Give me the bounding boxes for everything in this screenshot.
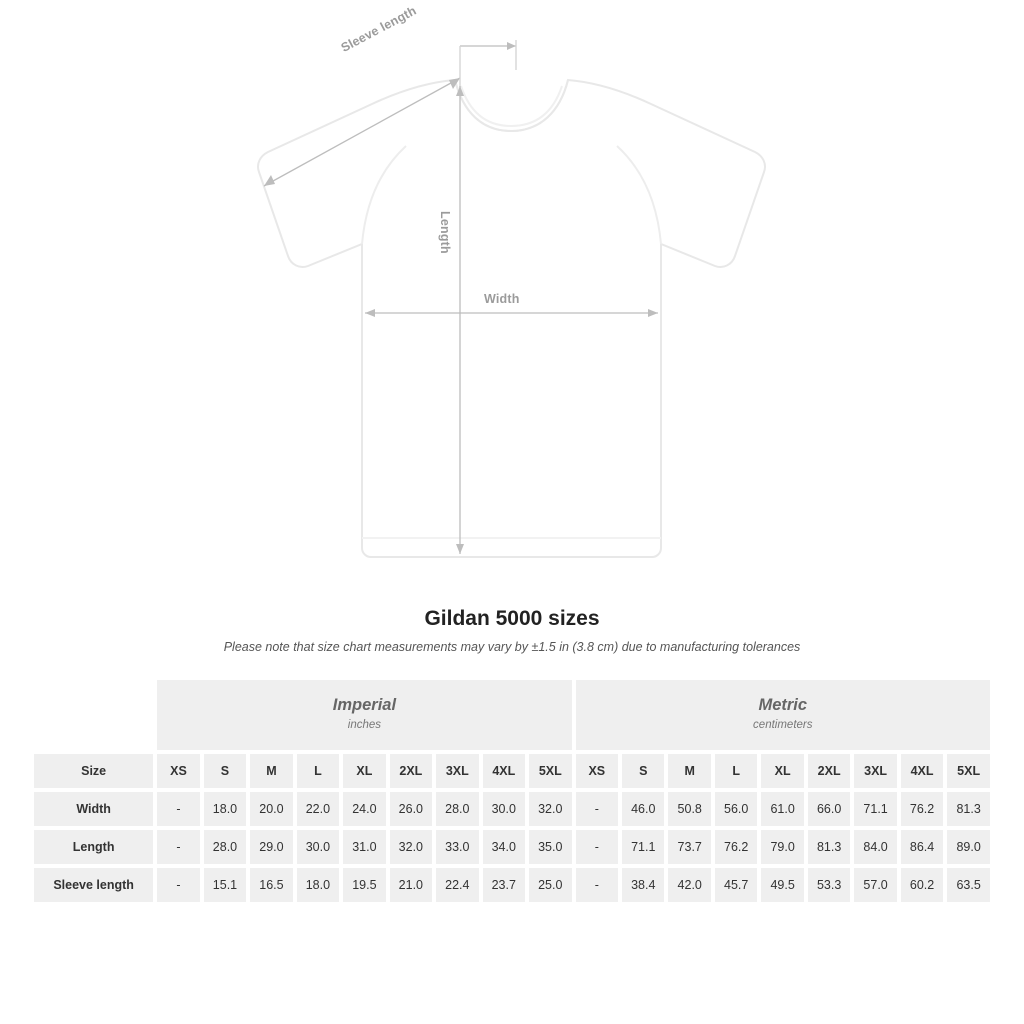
tolerance-note: Please note that size chart measurements may vary by ±1.5 in (3.8 cm) due to manufacturing tolerances — [223, 640, 801, 654]
table-header-metric-l: L — [713, 752, 759, 790]
cell-length-imperial-3xl: 33.0 — [434, 828, 480, 866]
cell-width-imperial-3xl: 28.0 — [434, 790, 480, 828]
size-table — [32, 678, 992, 904]
cell-width-metric-4xl: 76.2 — [899, 790, 945, 828]
table-header-metric-xs: XS — [574, 752, 620, 790]
unit-group-imperial-sub: inches — [347, 719, 382, 732]
cell-length-imperial-s: 28.0 — [202, 828, 248, 866]
table-header-imperial-3xl: 3XL — [434, 752, 480, 790]
sleeve-length-dimension-label: Sleeve length — [336, 2, 421, 56]
size-table-wrapper — [32, 678, 992, 904]
cell-length-imperial-m: 29.0 — [248, 828, 294, 866]
table-row-length — [32, 828, 992, 866]
cell-length-metric-5xl: 89.0 — [945, 828, 992, 866]
table-header-imperial-4xl: 4XL — [481, 752, 527, 790]
cell-length-imperial-xs: - — [155, 828, 201, 866]
table-header-imperial-l: L — [295, 752, 341, 790]
cell-width-imperial-xs: - — [155, 790, 201, 828]
row-label-sleeve-length: Sleeve length — [32, 866, 155, 904]
unit-group-imperial-name: Imperial — [332, 696, 397, 715]
cell-sleeve-imperial-2xl: 21.0 — [388, 866, 434, 904]
cell-length-metric-3xl: 84.0 — [852, 828, 898, 866]
table-header-imperial-s: S — [202, 752, 248, 790]
cell-sleeve-metric-3xl: 57.0 — [852, 866, 898, 904]
table-header-metric-3xl: 3XL — [852, 752, 898, 790]
table-corner-cell — [32, 678, 155, 752]
cell-sleeve-metric-2xl: 53.3 — [806, 866, 852, 904]
cell-width-imperial-xl: 24.0 — [341, 790, 387, 828]
length-dimension-label: Length — [438, 208, 452, 257]
width-dimension-label: Width — [481, 292, 523, 306]
cell-sleeve-metric-4xl: 60.2 — [899, 866, 945, 904]
cell-length-metric-4xl: 86.4 — [899, 828, 945, 866]
row-label-width: Width — [32, 790, 155, 828]
table-header-imperial-5xl: 5XL — [527, 752, 574, 790]
table-row-unit-headers — [32, 678, 992, 752]
title-block — [0, 607, 1024, 654]
page-title: Gildan 5000 sizes — [424, 607, 600, 630]
table-header-metric-xl: XL — [759, 752, 805, 790]
table-header-metric-4xl: 4XL — [899, 752, 945, 790]
cell-width-imperial-5xl: 32.0 — [527, 790, 574, 828]
unit-group-metric — [574, 678, 992, 752]
cell-width-metric-2xl: 66.0 — [806, 790, 852, 828]
cell-width-metric-m: 50.8 — [666, 790, 712, 828]
cell-sleeve-metric-l: 45.7 — [713, 866, 759, 904]
cell-length-imperial-xl: 31.0 — [341, 828, 387, 866]
cell-length-imperial-4xl: 34.0 — [481, 828, 527, 866]
cell-width-metric-s: 46.0 — [620, 790, 666, 828]
cell-length-metric-xs: - — [574, 828, 620, 866]
cell-length-metric-l: 76.2 — [713, 828, 759, 866]
row-label-length: Length — [32, 828, 155, 866]
cell-length-metric-s: 71.1 — [620, 828, 666, 866]
tshirt-shape — [258, 80, 765, 557]
cell-width-imperial-2xl: 26.0 — [388, 790, 434, 828]
table-header-imperial-xl: XL — [341, 752, 387, 790]
cell-width-metric-l: 56.0 — [713, 790, 759, 828]
cell-sleeve-imperial-xs: - — [155, 866, 201, 904]
table-header-metric-m: M — [666, 752, 712, 790]
table-header-metric-2xl: 2XL — [806, 752, 852, 790]
unit-group-metric-sub: centimeters — [753, 719, 813, 732]
cell-width-imperial-m: 20.0 — [248, 790, 294, 828]
cell-sleeve-imperial-4xl: 23.7 — [481, 866, 527, 904]
cell-sleeve-imperial-3xl: 22.4 — [434, 866, 480, 904]
cell-sleeve-imperial-xl: 19.5 — [341, 866, 387, 904]
table-row-size-headers — [32, 752, 992, 790]
cell-sleeve-imperial-m: 16.5 — [248, 866, 294, 904]
cell-sleeve-metric-5xl: 63.5 — [945, 866, 992, 904]
cell-sleeve-imperial-5xl: 25.0 — [527, 866, 574, 904]
unit-group-metric-name: Metric — [758, 696, 808, 715]
table-row-sleeve-length — [32, 866, 992, 904]
cell-length-metric-xl: 79.0 — [759, 828, 805, 866]
unit-group-imperial — [155, 678, 573, 752]
cell-sleeve-metric-m: 42.0 — [666, 866, 712, 904]
table-header-imperial-2xl: 2XL — [388, 752, 434, 790]
cell-length-metric-2xl: 81.3 — [806, 828, 852, 866]
cell-sleeve-metric-s: 38.4 — [620, 866, 666, 904]
cell-width-metric-5xl: 81.3 — [945, 790, 992, 828]
cell-length-imperial-5xl: 35.0 — [527, 828, 574, 866]
cell-length-metric-m: 73.7 — [666, 828, 712, 866]
cell-sleeve-metric-xl: 49.5 — [759, 866, 805, 904]
table-header-size: Size — [32, 752, 155, 790]
cell-sleeve-imperial-l: 18.0 — [295, 866, 341, 904]
cell-width-imperial-s: 18.0 — [202, 790, 248, 828]
cell-sleeve-metric-xs: - — [574, 866, 620, 904]
table-header-metric-s: S — [620, 752, 666, 790]
cell-sleeve-imperial-s: 15.1 — [202, 866, 248, 904]
cell-width-imperial-l: 22.0 — [295, 790, 341, 828]
cell-width-imperial-4xl: 30.0 — [481, 790, 527, 828]
cell-width-metric-xs: - — [574, 790, 620, 828]
table-row-width — [32, 790, 992, 828]
table-header-imperial-m: M — [248, 752, 294, 790]
cell-width-metric-3xl: 71.1 — [852, 790, 898, 828]
cell-length-imperial-2xl: 32.0 — [388, 828, 434, 866]
table-header-imperial-xs: XS — [155, 752, 201, 790]
table-header-metric-5xl: 5XL — [945, 752, 992, 790]
cell-width-metric-xl: 61.0 — [759, 790, 805, 828]
cell-length-imperial-l: 30.0 — [295, 828, 341, 866]
